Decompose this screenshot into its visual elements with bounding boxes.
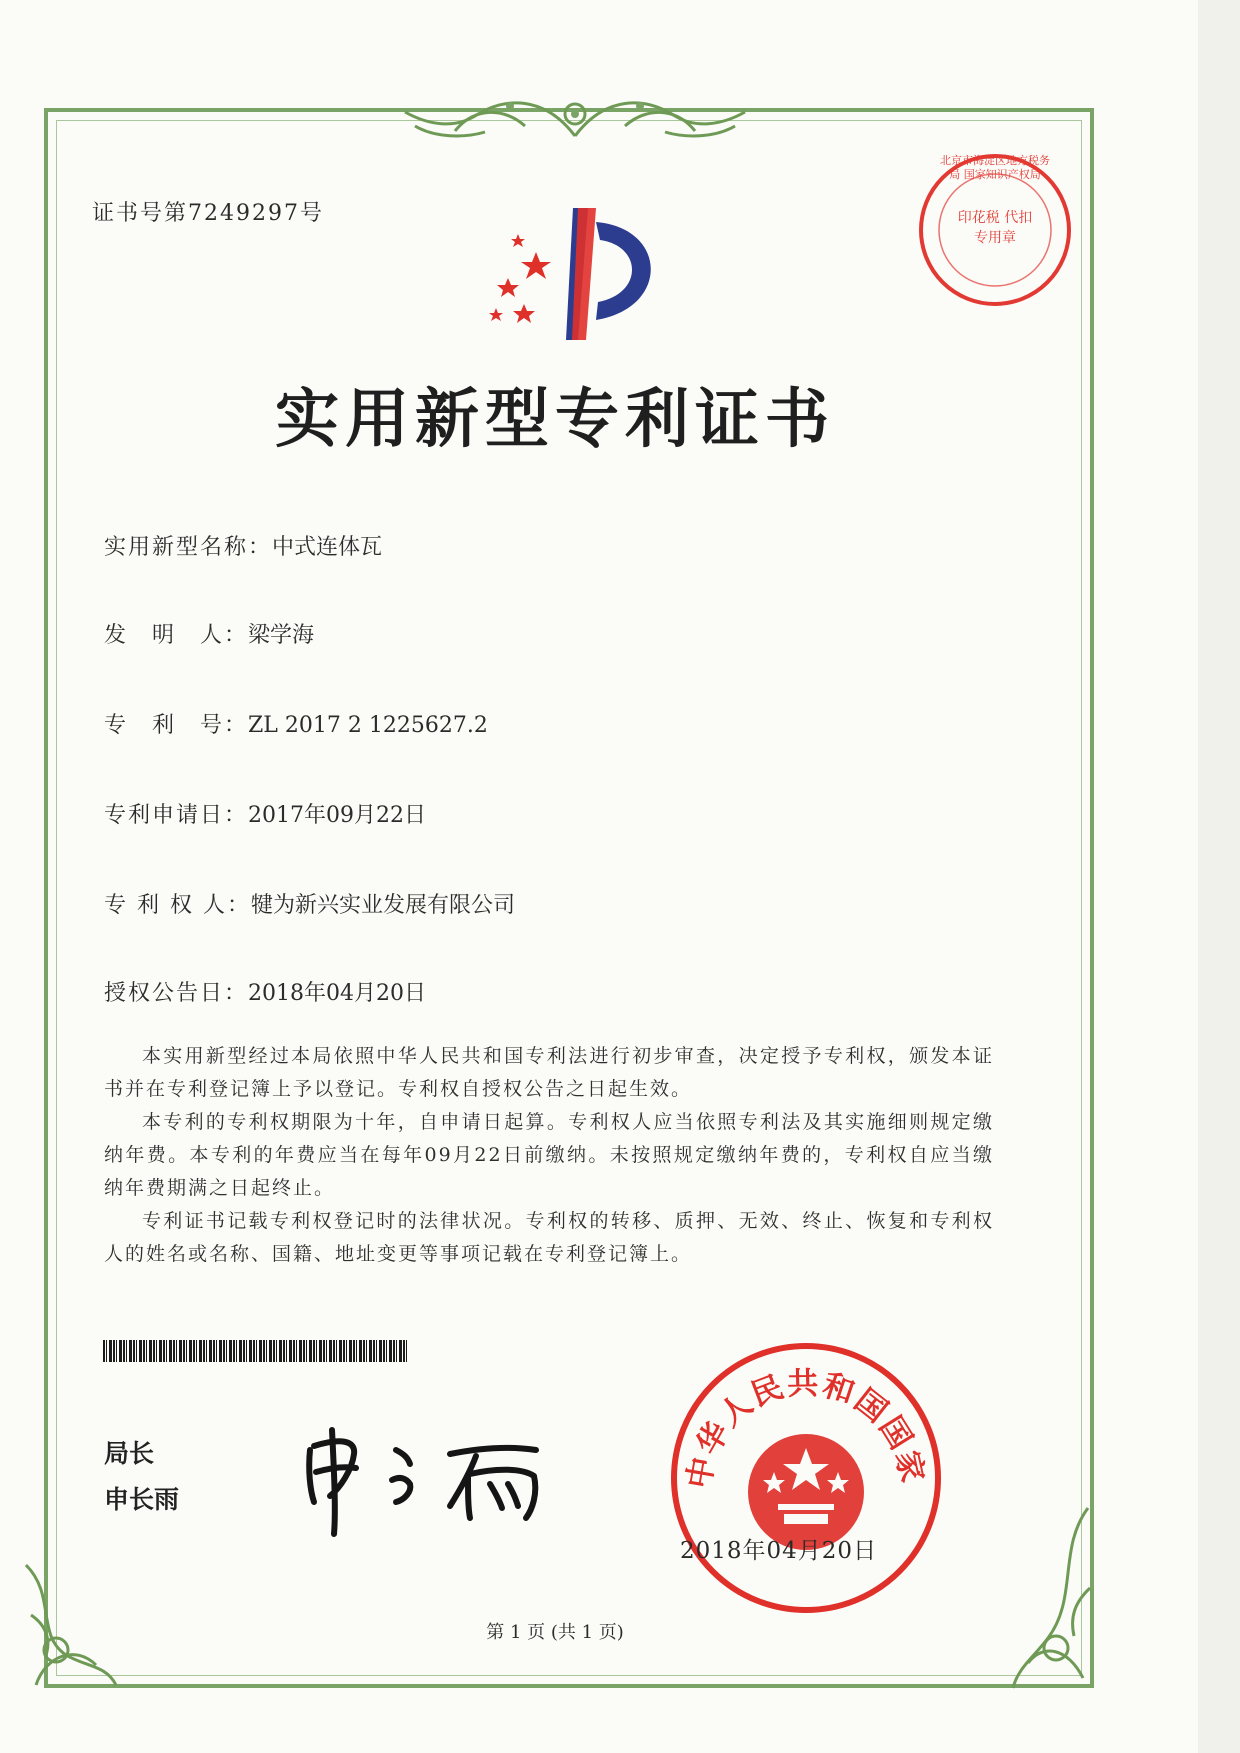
field-inventor <box>104 618 314 649</box>
field-value: ZL 2017 2 1225627.2 <box>248 713 488 738</box>
top-ornament-icon <box>395 86 755 148</box>
body-paragraph: 专利证书记载专利权登记时的法律状况。专利权的转移、质押、无效、终止、恢复和专利权人的姓名或名称、国籍、地址变更等事项记载在专利登记簿上。 <box>104 1210 994 1265</box>
field-label: 发 明 人： <box>104 623 249 648</box>
seal-date: 2018年04月20日 <box>680 1538 878 1564</box>
field-utility-model-name <box>104 530 382 561</box>
field-grant-date <box>104 976 426 1007</box>
patent-office-logo-icon <box>478 200 678 350</box>
tax-stamp-outer-text: 北京市海淀区地方税务局 国家知识产权局 <box>940 154 1050 181</box>
field-value: 2017年09月22日 <box>248 803 426 828</box>
field-value: 中式连体瓦 <box>272 535 383 560</box>
field-application-date <box>104 798 426 829</box>
tax-stamp <box>915 150 1075 310</box>
corner-ornament-right-icon <box>1008 1498 1098 1693</box>
seal-ring-text: 中华人民共和国国家 <box>681 1365 931 1492</box>
body-paragraph: 本实用新型经过本局依照中华人民共和国专利法进行初步审查，决定授予专利权，颁发本证书并在专利登记簿上予以登记。专利权自授权公告之日起生效。 <box>104 1045 994 1100</box>
certificate-body <box>104 1040 994 1271</box>
official-seal-icon <box>668 1340 944 1616</box>
page-indicator: 第 1 页 (共 1 页) <box>486 1622 624 1643</box>
director-title: 局长 <box>104 1439 155 1468</box>
field-label: 专 利 权 人： <box>104 893 251 918</box>
field-label: 授权公告日： <box>104 981 249 1006</box>
tax-stamp-center-text: 印花税 代扣专用章 <box>957 210 1033 246</box>
official-seal <box>668 1340 944 1616</box>
scan-margin <box>1198 0 1240 1753</box>
director-name: 申长雨 <box>104 1485 180 1514</box>
body-paragraph: 本专利的专利权期限为十年，自申请日起算。专利权人应当依照专利法及其实施细则规定缴纳年费。本专利的年费应当在每年09月22日前缴纳。未按照规定缴纳年费的，专利权自应当缴纳年费期满之日起终止。 <box>104 1111 994 1199</box>
field-label: 实用新型名称： <box>104 535 273 560</box>
field-label: 专 利 号： <box>104 713 249 738</box>
field-patentee <box>104 888 515 919</box>
director-signature-icon <box>300 1410 560 1540</box>
field-label: 专利申请日： <box>104 803 249 828</box>
certificate-title: 实用新型专利证书 <box>275 382 835 457</box>
certificate-number: 证书号第7249297号 <box>92 201 324 226</box>
field-patent-number <box>104 708 488 739</box>
field-value: 犍为新兴实业发展有限公司 <box>250 893 515 918</box>
barcode <box>103 1340 409 1362</box>
field-value: 2018年04月20日 <box>248 981 426 1006</box>
field-value: 梁学海 <box>248 623 315 648</box>
